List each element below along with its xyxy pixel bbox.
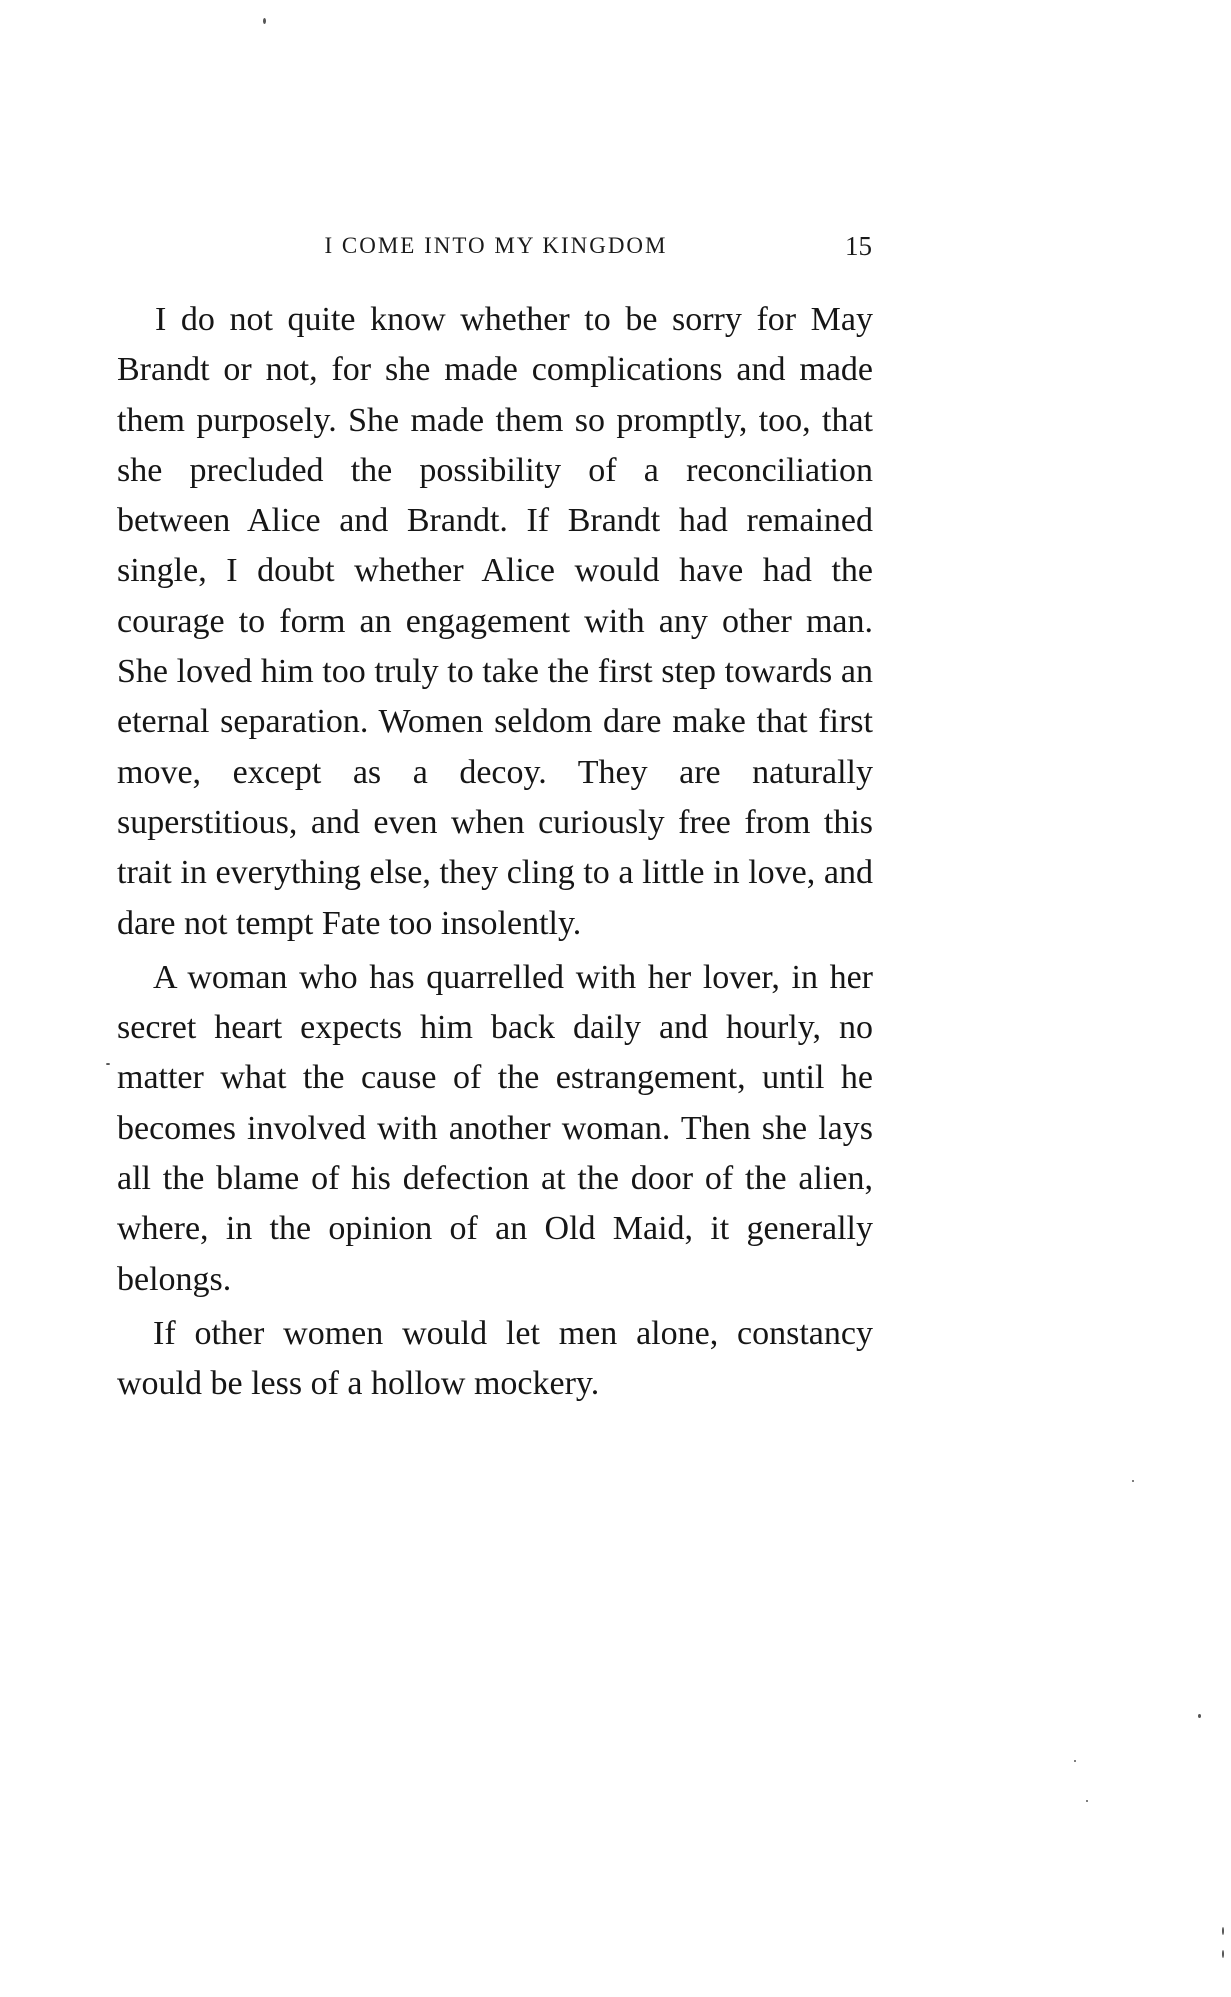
scan-speck [1198, 1714, 1201, 1718]
paragraph-3: If other women would let men alone, constancy would be less of a hollow mockery. [117, 1314, 873, 1403]
running-title: I COME INTO MY KINGDOM [324, 233, 668, 258]
body-text [117, 295, 873, 1414]
scan-speck [263, 18, 266, 24]
page-number: 15 [845, 231, 872, 261]
scan-speck [1222, 1950, 1224, 1958]
scan-speck [1086, 1800, 1088, 1802]
paragraph-1: I do not quite know whether to be sorry for May Brandt or not, for she made complications and made them purposely. She made them so promptly, too, that she precluded the possibility of a reconciliation between Alice and Brandt. If Brandt had remained single, I doubt whether Alice would have had the courage to form an engagement with any other man. She loved him too truly to take the first step towards an eternal separation. Women seldom dare make that first move, except as a decoy. They are naturally superstitious, and even when curiously free from this trait in everything else, they cling to a little in love, and dare not tempt Fate too insolently. [117, 301, 873, 942]
paragraph-2: A woman who has quarrelled with her lover, in her secret heart expects him back daily and hourly, no matter what the cause of the estrangement, until he becomes involved with another woman. Then she lays all the blame of his defection at the door of the alien, where, in the opinion of an Old Maid, it generally belongs. [117, 958, 873, 1298]
scan-speck [106, 1063, 110, 1065]
scan-speck [1074, 1760, 1076, 1762]
scan-speck [1132, 1480, 1134, 1482]
running-head [120, 226, 872, 266]
scan-speck [1222, 1927, 1224, 1935]
